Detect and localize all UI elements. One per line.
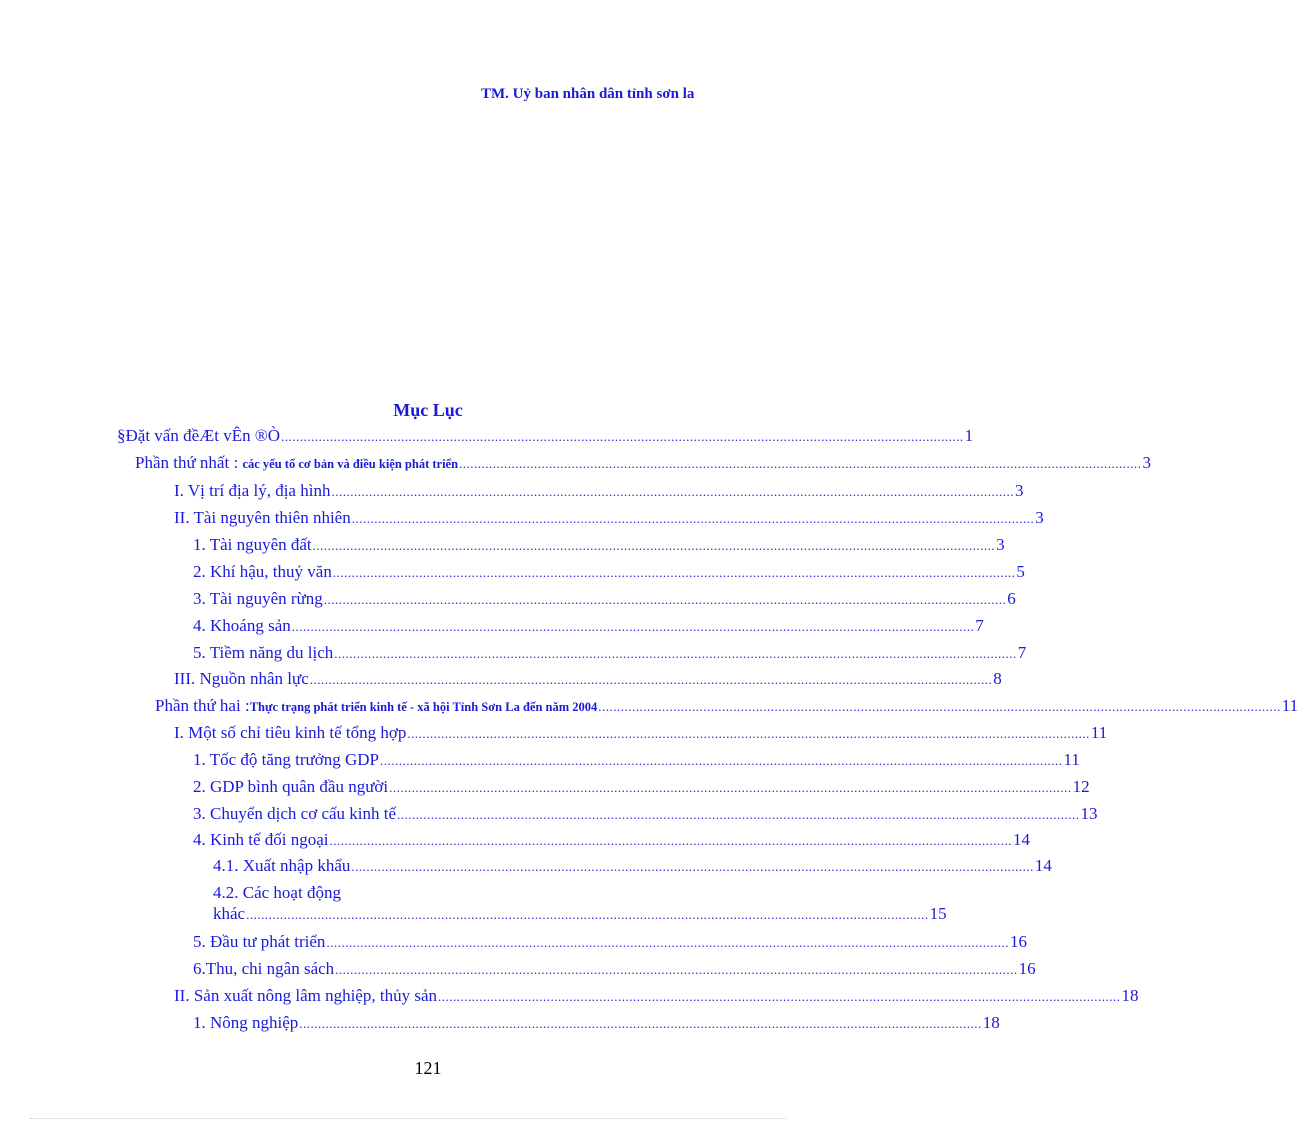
toc-entry-label: Phần thứ nhất : các yếu tố cơ bản và điều kiện phát triển <box>135 453 459 472</box>
toc-leader-dots: ...................................................................................................................................................................................... <box>407 726 1090 741</box>
toc-entry[interactable] <box>213 856 1052 876</box>
toc-entry-line2[interactable] <box>213 904 947 924</box>
toc-entry-label: I. Một số chỉ tiêu kinh tế tổng hợp <box>174 723 407 742</box>
toc-entry[interactable] <box>193 959 1036 979</box>
toc-entry-label: 5. Tiềm năng du lịch <box>193 643 334 662</box>
toc-entry-page: 16 <box>1009 932 1027 951</box>
toc-leader-dots: ...................................................................................................................................................................................... <box>389 780 1072 795</box>
toc-entry-label: I. Vị trí địa lý, địa hình <box>174 481 331 500</box>
toc-entry[interactable] <box>193 830 1031 850</box>
toc-entry-label: 5. Đầu tư phát triển <box>193 932 326 951</box>
toc-leader-dots: ...................................................................................................................................................................................... <box>299 1016 982 1031</box>
toc-entry-label: 6.Thu, chi ngân sách <box>193 959 335 978</box>
toc-entry-label: II. Tài nguyên thiên nhiên <box>174 508 351 527</box>
toc-entry-page: 3 <box>1035 508 1044 527</box>
toc-leader-dots: ...................................................................................................................................................................................... <box>334 646 1017 661</box>
toc-entry-label: 3. Chuyển dịch cơ cấu kinh tế <box>193 804 397 823</box>
toc-entry-page: 7 <box>1017 643 1027 662</box>
toc-entry[interactable] <box>193 804 1098 824</box>
toc-entry-label: 1. Tài nguyên đất <box>193 535 312 554</box>
toc-entry-label: 3. Tài nguyên rừng <box>193 589 323 608</box>
page-bottom-rule <box>30 1118 786 1119</box>
toc-leader-dots: ...................................................................................................................................................................................... <box>323 592 1007 607</box>
toc-entry-page: 11 <box>1281 696 1298 715</box>
toc-entry-page: 13 <box>1080 804 1098 823</box>
toc-leader-dots: ...................................................................................................................................................................................... <box>380 753 1063 768</box>
toc-entry-label: 4.2. Các hoạt động <box>213 883 341 902</box>
toc-entry[interactable] <box>193 616 984 636</box>
toc-entry[interactable] <box>193 1013 1000 1033</box>
toc-entry[interactable] <box>193 643 1027 663</box>
toc-entry-page: 7 <box>975 616 984 635</box>
toc-entry[interactable] <box>174 986 1139 1006</box>
toc-entry-label: 4.1. Xuất nhập khẩu <box>213 856 351 875</box>
toc-entry[interactable] <box>174 669 1002 689</box>
toc-entry-page: 16 <box>1018 959 1036 978</box>
document-header: TM. Uỷ ban nhân dân tỉnh sơn la <box>481 86 695 102</box>
toc-entry[interactable] <box>193 535 1005 555</box>
toc-entry[interactable] <box>174 508 1044 528</box>
toc-leader-dots: ...................................................................................................................................................................................... <box>326 935 1009 950</box>
toc-leader-dots: ...................................................................................................................................................................................... <box>397 807 1080 822</box>
toc-entry[interactable] <box>155 696 1298 716</box>
toc-entry-label: 2. Khí hậu, thuỷ văn <box>193 562 332 581</box>
toc-entry[interactable] <box>117 426 974 446</box>
toc-entry-page: 6 <box>1007 589 1016 608</box>
toc-entry-label: 1. Nông nghiệp <box>193 1013 299 1032</box>
toc-entry-page: 5 <box>1016 562 1025 581</box>
toc-entry-page: 15 <box>929 904 947 923</box>
toc-entry[interactable] <box>193 777 1090 797</box>
toc-entry-label: §Đặt vấn đềÆt vÊn ®Ò <box>117 426 281 445</box>
toc-leader-dots: ...................................................................................................................................................................................... <box>351 859 1034 874</box>
toc-entry-page: 12 <box>1072 777 1090 796</box>
toc-entry[interactable] <box>193 589 1016 609</box>
toc-entry-page: 11 <box>1063 750 1080 769</box>
toc-entry-line1[interactable] <box>213 883 436 903</box>
toc-entry-page: 14 <box>1034 856 1052 875</box>
toc-entry[interactable] <box>193 562 1025 582</box>
toc-entry-label: 4. Kinh tế đối ngoại <box>193 830 329 849</box>
toc-entry-label: III. Nguồn nhân lực <box>174 669 309 688</box>
toc-entry-page: 18 <box>982 1013 1000 1032</box>
toc-leader-dots: ...................................................................................................................................................................................... <box>335 962 1018 977</box>
toc-leader-dots: ...................................................................................................................................................................................... <box>351 511 1035 526</box>
toc-leader-dots: ...................................................................................................................................................................................... <box>329 833 1013 848</box>
toc-leader-dots: ...................................................................................................................................................................................... <box>312 538 996 553</box>
toc-entry-label: II. Sản xuất nông lâm nghiệp, thủy sản <box>174 986 437 1005</box>
toc-entry-label: 2. GDP bình quân đầu người <box>193 777 389 796</box>
toc-entry-page: 3 <box>1014 481 1024 500</box>
toc-leader-dots: ...................................................................................................................................................................................... <box>598 699 1281 714</box>
toc-entry[interactable] <box>174 481 1024 501</box>
toc-entry-label: Phần thứ hai :Thực trạng phát triển kinh tế - xã hội Tỉnh Sơn La đến năm 2004 <box>155 696 598 715</box>
toc-entry-page: 3 <box>1142 453 1152 472</box>
toc-leader-dots: ...................................................................................................................................................................................... <box>459 456 1142 471</box>
page-number: 121 <box>414 1058 442 1078</box>
toc-entry[interactable] <box>193 750 1080 770</box>
toc-leader-dots: ...................................................................................................................................................................................... <box>281 429 964 444</box>
toc-entry-label: 1. Tốc độ tăng trưởng GDP <box>193 750 379 769</box>
toc-leader-dots: ...................................................................................................................................................................................... <box>291 619 975 634</box>
toc-entry[interactable] <box>174 723 1108 743</box>
toc-leader-dots: ...................................................................................................................................................................................... <box>438 989 1121 1004</box>
toc-entry-label-continued: khác <box>213 904 246 923</box>
toc-entry-page: 14 <box>1013 830 1031 849</box>
toc-entry[interactable] <box>193 932 1027 952</box>
toc-entry-page: 11 <box>1090 723 1108 742</box>
toc-entry[interactable] <box>135 453 1152 473</box>
toc-entry-page: 18 <box>1121 986 1139 1005</box>
toc-leader-dots: ...................................................................................................................................................................................... <box>332 565 1016 580</box>
toc-entry-page: 8 <box>993 669 1002 688</box>
toc-entry-label: 4. Khoáng sản <box>193 616 291 635</box>
toc-leader-dots: ...................................................................................................................................................................................... <box>246 907 929 922</box>
toc-entry-page: 1 <box>964 426 974 445</box>
toc-leader-dots: ...................................................................................................................................................................................... <box>331 484 1014 499</box>
toc-leader-dots: ...................................................................................................................................................................................... <box>309 672 993 687</box>
toc-entry-page: 3 <box>996 535 1005 554</box>
toc-title: Mục Lục <box>393 400 463 420</box>
